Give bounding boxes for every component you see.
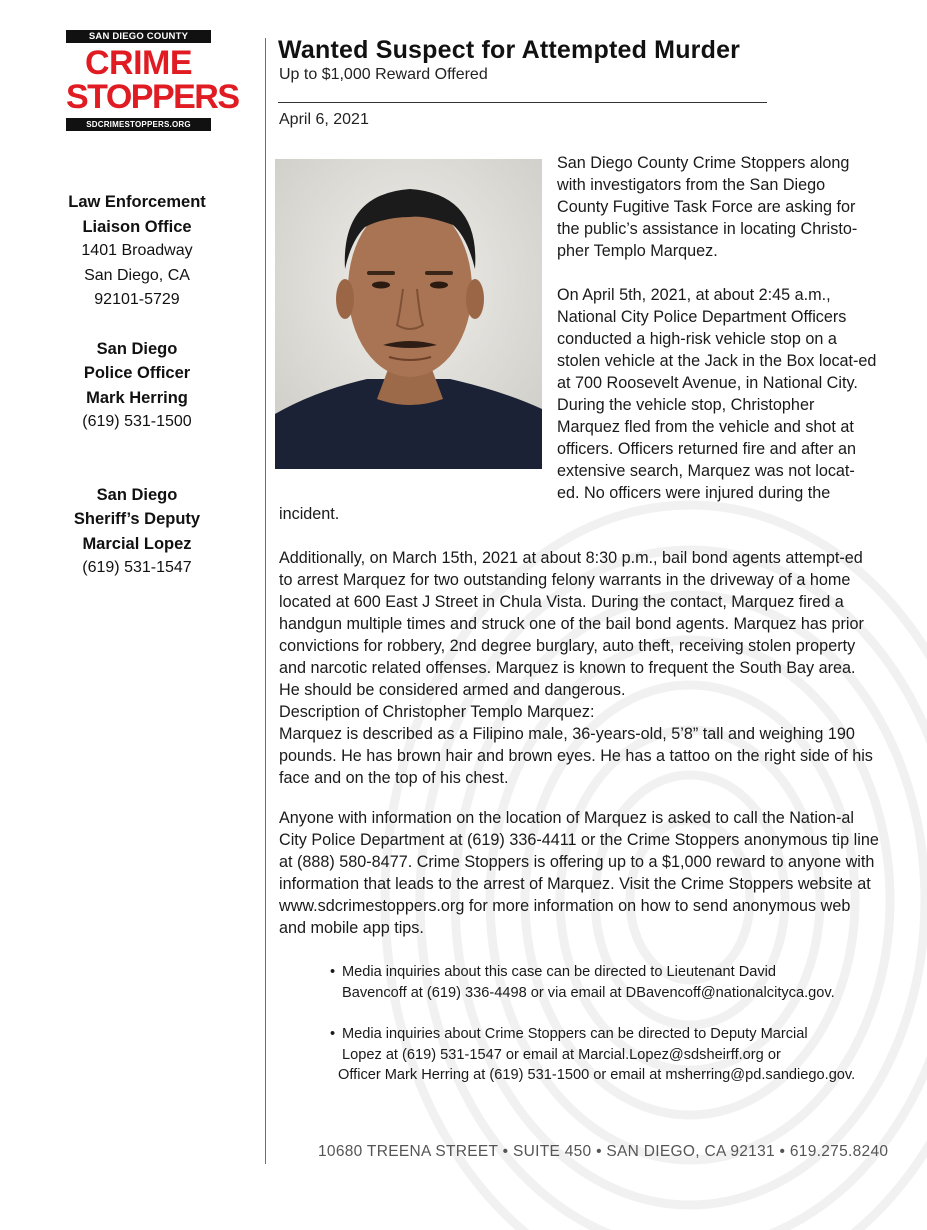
incident-paragraph-end: incident.	[279, 505, 340, 523]
logo-word-stoppers: STOPPERS	[66, 78, 239, 116]
release-date: April 6, 2021	[279, 111, 369, 128]
office-line2: Liaison Office	[82, 217, 192, 236]
header-divider	[278, 102, 767, 103]
tip-paragraph: Anyone with information on the location of Marquez is asked to call the Nation-al City Police Department at (619) 336-4411 or the Crime Stoppers anonymous tip line at (888) 580-8477. Crime Stoppers is offering up to a $1,000 reward to anyone with information that leads to the arrest of Marquez. Visit the Crime Stoppers website at www.sdcrimestoppers.org for more information on how to send anonymous web and mobile app tips.	[279, 809, 879, 937]
contact-block-police	[56, 337, 218, 435]
background-paragraph: Additionally, on March 15th, 2021 at about 8:30 p.m., bail bond agents attempt-ed to arrest Marquez for two outstanding felony warrants in the driveway of a home located at 600 East J Street in Chula Vista. During the contact, Marquez fired a handgun multiple times and struck one of the bail bond agents. Marquez has prior convictions for robbery, 2nd degree burglary, auto theft, receiving stolen property and narcotic related offenses. Marquez is known to frequent the South Bay area. He should be considered armed and dangerous.	[279, 549, 864, 699]
contact2-line2: Sheriff’s Deputy	[73, 510, 201, 528]
office-address2: San Diego, CA	[84, 266, 190, 284]
description-heading: Description of Christopher Templo Marquez:	[279, 703, 595, 721]
logo-website: SDCRIMESTOPPERS.ORG	[66, 118, 211, 131]
bullet1-line1: Media inquiries about this case can be directed to Lieutenant David	[342, 964, 777, 980]
logo-top-text: SAN DIEGO COUNTY	[66, 30, 211, 43]
contact1-line1: San Diego	[96, 339, 178, 358]
contact2-line1: San Diego	[96, 485, 178, 504]
background-section	[279, 547, 879, 789]
office-zip: 92101-5729	[94, 291, 180, 308]
bullet2-line1: Media inquiries about Crime Stoppers can be directed to Deputy Marcial	[342, 1026, 808, 1042]
office-block	[56, 190, 218, 313]
media-inquiry-crime-stoppers	[330, 1024, 890, 1086]
footer-address: 10680 TREENA STREET • SUITE 450 • SAN DIEGO, CA 92131 • 619.275.8240	[318, 1143, 889, 1160]
intro-column	[557, 152, 877, 504]
page-subtitle: Up to $1,000 Reward Offered	[279, 66, 488, 83]
incident-paragraph: On April 5th, 2021, at about 2:45 a.m., National City Police Department Officers conducted a high-risk vehicle stop on a stolen vehicle at the Jack in the Box locat-ed at 700 Roosevelt Avenue, in National City. During the vehicle stop, Christopher Marquez fled from the vehicle and shot at officers. Officers returned fire and after an extensive search, Marquez was not locat-ed. No officers were injured during the	[557, 286, 877, 502]
contact1-phone: (619) 531-1500	[82, 413, 192, 430]
page-title: Wanted Suspect for Attempted Murder	[278, 36, 741, 64]
bullet1-line2: Bavencoff at (619) 336-4498 or via email at DBavencoff@nationalcityca.gov.	[342, 984, 835, 1001]
crime-stoppers-logo	[66, 30, 239, 131]
bullet2-line3: Officer Mark Herring at (619) 531-1500 or email at msherring@pd.sandiego.gov.	[338, 1067, 856, 1083]
office-line1: Law Enforcement	[68, 193, 206, 211]
media-inquiry-case	[330, 962, 890, 1003]
vertical-divider	[265, 38, 266, 1164]
description-paragraph: Marquez is described as a Filipino male, 36-years-old, 5’8” tall and weighing 190 pounds. He has brown hair and brown eyes. He has a tattoo on the right side of his face and on the top of his chest.	[279, 725, 873, 787]
contact2-phone: (619) 531-1547	[82, 559, 192, 576]
contact-block-sheriff	[56, 483, 218, 581]
office-address1: 1401 Broadway	[81, 242, 193, 259]
sidebar	[56, 190, 218, 605]
bullet-dot: •	[330, 1026, 336, 1042]
contact2-name: Marcial Lopez	[82, 534, 192, 553]
contact1-name: Mark Herring	[86, 388, 188, 407]
bullet2-line2: Lopez at (619) 531-1547 or email at Marcial.Lopez@sdsheirff.org or	[342, 1046, 781, 1063]
intro-paragraph: San Diego County Crime Stoppers along with investigators from the San Diego County Fugitive Task Force are asking for the public’s assistance in locating Christo-pher Templo Marquez.	[557, 154, 858, 260]
bullet-dot: •	[330, 964, 336, 980]
logo-word-crime: CRIME	[84, 43, 193, 83]
suspect-photo	[275, 159, 542, 469]
contact1-line2: Police Officer	[83, 364, 191, 382]
